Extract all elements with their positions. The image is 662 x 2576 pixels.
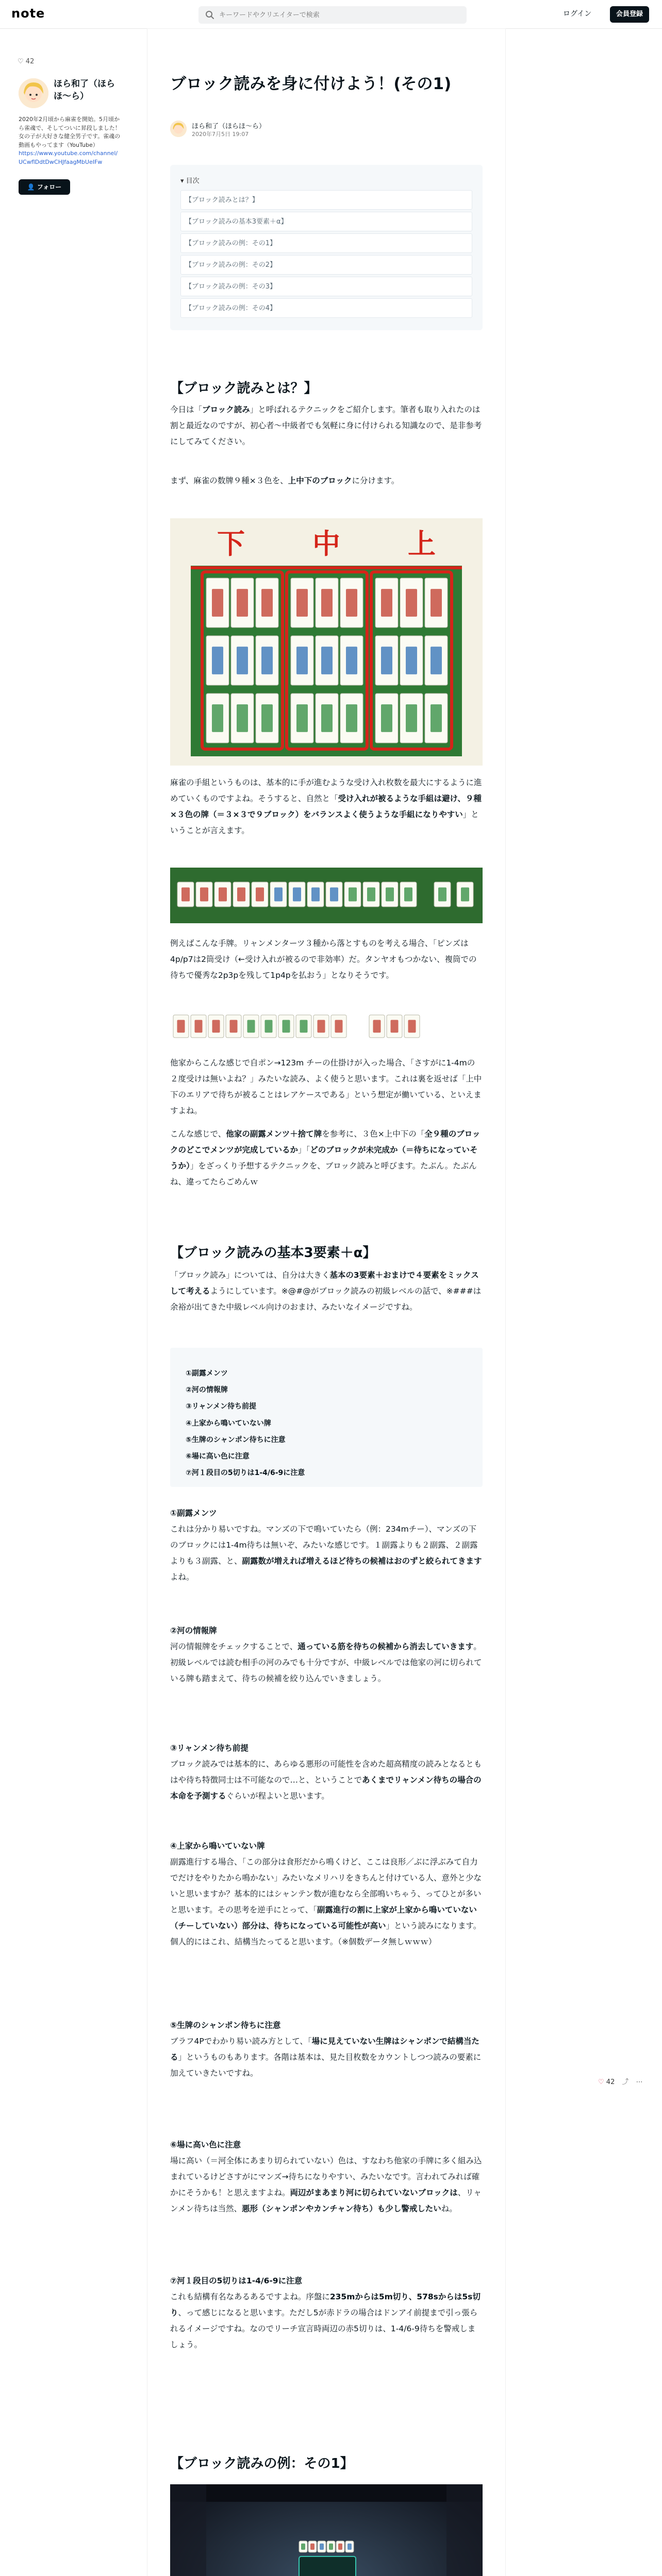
author-sidebar (0, 29, 144, 2576)
heart-icon[interactable]: ♡ (18, 58, 24, 65)
article-title: ブロック読みを身に付けよう！(その1) (170, 75, 452, 93)
tile-face (321, 647, 333, 674)
toc-label: 目次 (186, 177, 200, 185)
tile-face (320, 2544, 324, 2550)
item-section: ①副露メンツ これは分かり易いですね。マンズの下で鳴いていたら（例：234mチー）、マンズの下のブロックには1-4m待ちは無いぞ、みたいな感じです。１副露よりも２副露、２副露よりも３副露、と、副露数が増えれば増えるほど待ちの候補はおのずと絞られてきますよね。 (170, 1505, 483, 1585)
tile-face (212, 589, 223, 617)
tile-face (256, 888, 264, 902)
tile-face (181, 888, 190, 902)
item-section: ②河の情報牌 河の情報牌をチェックすることで、通っている筋を待ちの候補から消去していきます。初級レベルでは読む相手の河のみでも十分ですが、中級レベルでは他家の河に切られている牌も踏まえて、待ちの候補を絞り込んでいきましょう。 (170, 1623, 483, 1687)
tile-face (406, 647, 417, 674)
tile-face (212, 1020, 220, 1033)
section-heading: 【ブロック読みの例：その1】 (170, 2456, 354, 2471)
tile-face (381, 647, 392, 674)
follow-icon: 👤 (27, 183, 35, 191)
like-count: 42 (25, 58, 35, 65)
tile-face (381, 704, 392, 732)
tile-face (265, 1020, 273, 1033)
tile-face (237, 589, 248, 617)
note-logo[interactable]: note (11, 6, 45, 21)
paragraph: 「ブロック読み」については、自分は大きく基本の3要素＋おまけで４要素をミックスして考えるようにしています。※@#@がブロック読みの初級レベルの話で、※###は余裕が出てきた中級レベル向けのおまけ、みたいなイメージですね。 (170, 1270, 482, 1312)
tile-face (195, 1020, 203, 1033)
tile-face (381, 589, 392, 617)
toc-item[interactable]: 【ブロック読みとは？】 (180, 190, 472, 210)
tile-face (438, 888, 446, 902)
bio-text: 2020年2月頃から麻雀を開始。5月頃から雀魂で、そしてついに昇段しました！ 女の子が大好きな健全男子です。雀魂の動画もやってます（YouTube） (19, 116, 121, 148)
tile-face (311, 888, 320, 902)
tile-face (237, 888, 245, 902)
tile-face (346, 704, 357, 732)
tile-grid-illustration (170, 518, 483, 766)
heart-icon[interactable]: ♡ (598, 2078, 604, 2086)
meld-strip-illustration (170, 1010, 483, 1043)
tile-face (431, 704, 442, 732)
caret-down-icon: ▾ (180, 177, 184, 185)
label-middle: 中 (312, 528, 340, 560)
list-item: ⑤生牌のシャンポン待ちに注意 (186, 1435, 286, 1444)
tile-face (406, 589, 417, 617)
tile-face (293, 888, 301, 902)
author-name[interactable]: ほら和了（ほらほ〜ら） (54, 79, 115, 101)
search-input[interactable] (219, 6, 456, 24)
item-section: ⑥場に高い色に注意 場に高い（＝河全体にあまり切られていない）色は、すなわち他家の手牌に多く組み込まれているけどさすがにマンズ→待ちになりやすい、みたいなです。言われてみれば確かにそうかも！と思えますよね。両辺がまあまり河に切られていないブロックは、リャンメン待ちは当然、悪形（シャンポンやカンチャン待ち）も少し警戒したいね。 (170, 2137, 483, 2217)
search-box[interactable] (198, 6, 467, 24)
tile-face (367, 888, 375, 902)
item-section: ⑦河１段目の5切りは1-4/6-9に注意 これも結構有名なあるあるですよね。序盤に235mからは5m切り、578sからは5s切り、って感じになると思います。ただし5が赤ドラの場合はドンアイ前提まで引っ張られるイメージですね。なのでリーチ宣言時両辺の赤5切りは、1-4/6-9待ちを警戒しましょう。 (170, 2273, 483, 2353)
tile-face (321, 704, 333, 732)
article-body (147, 29, 505, 2576)
tile-face (274, 888, 283, 902)
top-header (0, 0, 662, 29)
author-avatar[interactable] (19, 78, 48, 108)
tile-face (346, 589, 357, 617)
tile-face (283, 1020, 290, 1033)
list-item: ⑥場に高い色に注意 (186, 1452, 250, 1461)
login-link[interactable]: ログイン (563, 10, 592, 18)
tile-face (461, 888, 469, 902)
item-title: ③リャンメン待ち前提 (170, 1743, 249, 1753)
toc-item[interactable]: 【ブロック読みの例：その4】 (180, 298, 472, 318)
tile-face (321, 589, 333, 617)
mahjong-table-illustration (170, 2484, 483, 2576)
like-counter[interactable] (18, 58, 34, 65)
game-screenshot (170, 2484, 483, 2576)
label-lower: 下 (217, 528, 245, 560)
meld-tiles-image (170, 1010, 483, 1043)
tile-face (338, 2544, 342, 2550)
paragraph: 例えばこんな手牌。リャンメンターツ３種から落とすものを考える場合、「ピンズは4p/p7は2筒受け（←受け入れが被るので非効率）だ。タンヤオもつかない、複筒での待ちで優秀な2p3pを残して1p4pを払おう」となりそうです。 (170, 939, 477, 980)
tile-face (296, 704, 308, 732)
tile-face (406, 704, 417, 732)
item-section: ③リャンメン待ち前提 ブロック読みでは基本的に、あらゆる悪形の可能性を含めた超高精度の読みとなるともはや待ち特徴同士は不可能なので…と、ということであくまでリャンメン待ちの場合の本命を予測するぐらいが程よいと思います。 (170, 1740, 483, 1804)
paragraph: まず、麻雀の数牌９種×３色を、上中下のブロックに分けます。 (170, 476, 400, 485)
section-heading: 【ブロック読みとは？】 (170, 381, 318, 396)
tile-face (247, 1020, 255, 1033)
block-diagram-image (170, 518, 483, 766)
toc-item[interactable]: 【ブロック読みの例：その2】 (180, 255, 472, 275)
more-icon[interactable]: ⋯ (636, 2078, 643, 2086)
hand-strip-illustration (170, 868, 483, 923)
paragraph: 麻雀の手組というものは、基本的に手が進むような受け入れ枚数を最大にするように進めていくものですよね。そうすると、自然と「受け入れが被るような手組は避け、９種×３色の牌（＝３×３で９ブロック）をバランスよく使うような手組になりやすい」ということが言えます。 (170, 778, 482, 835)
tile-face (329, 2544, 333, 2550)
item-title: ④上家から鳴いていない牌 (170, 1841, 265, 1851)
tile-face (261, 704, 273, 732)
byline-name[interactable]: ほら和了（ほらほ〜ら） (192, 123, 266, 130)
paragraph: こんな感じで、他家の副露メンツ＋捨て牌を参考に、３色×上中下の「全９種のブロックのどこでメンツが完成しているか」「どのブロックが未完成か（＝待ちになっていそうか）」をざっくり予想するテクニックを、ブロック読みと呼びます。たぶん。たぶんね、違ってたらごめんｗ (170, 1129, 481, 1187)
section-heading: 【ブロック読みの基本3要素＋α】 (170, 1245, 376, 1261)
youtube-link[interactable]: https://www.youtube.com/channel/UCwflDdtDwCHJfaagMbUeIFw (19, 150, 118, 165)
item-title: ⑥場に高い色に注意 (170, 2140, 241, 2149)
list-item: ⑦河１段目の5切りは1-4/6-9に注意 (186, 1469, 305, 1478)
tile-face (431, 589, 442, 617)
tile-face (296, 589, 308, 617)
list-item: ③リャンメン待ち前提 (186, 1402, 257, 1411)
byline-avatar[interactable] (170, 121, 187, 137)
tile-face (408, 1020, 416, 1033)
floating-like[interactable] (598, 2076, 655, 2089)
tile-face (431, 647, 442, 674)
byline-date: 2020年7月5日 19:07 (192, 131, 249, 138)
list-item: ④上家から鳴いていない牌 (186, 1419, 271, 1428)
search-icon (205, 10, 215, 20)
tile-face (404, 888, 412, 902)
like-count: 42 (606, 2078, 615, 2086)
toc-header[interactable] (180, 175, 472, 185)
follow-button[interactable] (19, 179, 70, 195)
label-upper: 上 (408, 528, 436, 560)
tile-face (391, 1020, 399, 1033)
toc-item[interactable]: 【ブロック読みの例：その3】 (180, 277, 472, 296)
paragraph: 他家からこんな感じで自ポン→123m チーの仕掛けが入った場合、「さすがに1-4mの２度受けは無いよね？」みたいな読み、よく使うと思います。これは裏を返せば「上中下のエリアで待ちが被ることはレアケースである」という想定が働いている、といえますよね。 (170, 1058, 482, 1115)
tile-face (212, 647, 223, 674)
item-title: ②河の情報牌 (170, 1626, 217, 1635)
tile-face (310, 2544, 315, 2550)
tile-face (318, 1020, 325, 1033)
tile-face (219, 888, 227, 902)
tile-face (212, 704, 223, 732)
list-item: ①副露メンツ (186, 1369, 228, 1378)
toc-item[interactable]: 【ブロック読みの基本3要素＋α】 (180, 212, 472, 231)
tile-face (335, 1020, 343, 1033)
tile-face (300, 1020, 308, 1033)
item-section: ⑤生牌のシャンポン待ちに注意 ブラフ4Pでわかり易い読み方として、「場に見えていない生牌はシャンポンで結構当たる」というものもあります。各階は基本は、見た目枚数をカウントしつつ読みの要素に加えていきたいですね。 (170, 2018, 483, 2081)
tile-face (237, 704, 248, 732)
hand-image (170, 868, 483, 923)
tile-face (200, 888, 208, 902)
tile-face (230, 1020, 238, 1033)
tile-face (346, 647, 357, 674)
tile-face (261, 647, 273, 674)
element-list-box (170, 1348, 483, 1487)
list-item: ②河の情報牌 (186, 1386, 228, 1395)
tile-face (177, 1020, 185, 1033)
follow-label: フォロー (37, 183, 62, 191)
item-title: ⑦河１段目の5切りは1-4/6-9に注意 (170, 2276, 303, 2285)
avatar-illustration (19, 78, 48, 108)
toc-item[interactable]: 【ブロック読みの例：その1】 (180, 233, 472, 253)
tile-face (237, 647, 248, 674)
item-title: ①副露メンツ (170, 1509, 217, 1518)
tile-face (347, 2544, 352, 2550)
table-of-contents (170, 165, 483, 330)
tile-face (261, 589, 273, 617)
tile-face (330, 888, 338, 902)
author-bio (19, 115, 122, 166)
byline-avatar-illustration (170, 121, 187, 137)
tile-face (301, 2544, 305, 2550)
signup-button[interactable]: 会員登録 (610, 6, 649, 23)
item-section: ④上家から鳴いていない牌 副露進行する場合、「この部分は食形だから鳴くけど、ここは良形／ぶに浮ぶみて自力でだけをやりたから鳴かない」みたいなメリハリをきちんと付けている人、意外と少ないと思いますか？基本的にはシャンテン数が進むなら全部鳴いちゃう、ってひとが多いと思います。その思考を逆手にとって、「副露進行の割に上家が上家から鳴いていない（チーしていない）部分は、待ちになっている可能性が高い」という読みになります。個人的にはこれ、結構当たってると思います。（※個数データ無しｗｗｗ） (170, 1838, 483, 1950)
tile-face (296, 647, 308, 674)
tile-face (373, 1020, 381, 1033)
share-icon[interactable]: ⤴ (622, 2078, 629, 2086)
tile-face (349, 888, 357, 902)
tile-face (386, 888, 394, 902)
item-title: ⑤生牌のシャンポン待ちに注意 (170, 2021, 281, 2030)
paragraph: 今日は「ブロック読み」と呼ばれるテクニックをご紹介します。筆者も取り入れたのは割と最近なのですが、初心者〜中級者でも気軽に身に付けられる知識なので、是非参考にしてみてください。 (170, 405, 482, 446)
